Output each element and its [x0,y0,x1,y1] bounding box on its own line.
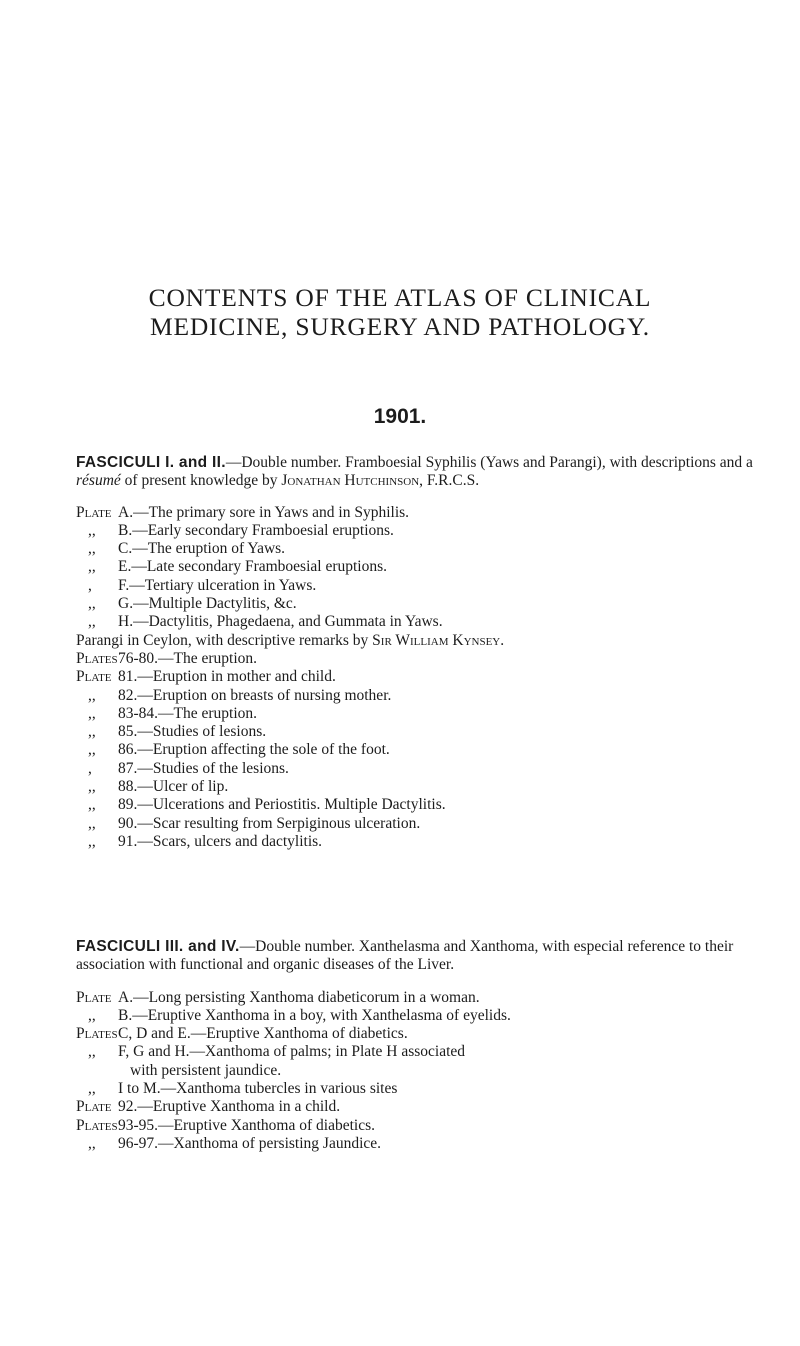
item-text: 92.—Eruptive Xanthoma in a child. [118,1098,341,1116]
list-item [76,1007,766,1025]
item-lead: ,, [88,558,96,576]
list-item [76,522,766,540]
fasciculi-intro: —Double number. Framboesial Syphilis (Yaws and Parangi), with descriptions and a [225,454,753,471]
fasciculi-1-2-section [76,454,766,851]
list-item [76,1043,766,1061]
list-item [76,540,766,558]
item-text: B.—Eruptive Xanthoma in a boy, with Xanthelasma of eyelids. [118,1006,511,1024]
item-text: F, G and H.—Xanthoma of palms; in Plate H associated [118,1043,466,1061]
list-item [76,595,766,613]
list-item [76,1117,766,1135]
item-lead: ,, [88,595,96,613]
page-title [0,283,800,341]
list-item-continuation [76,1062,766,1080]
note-author: Sir William Kynsey [372,631,501,649]
item-text: I to M.—Xanthoma tubercles in various sites [118,1080,398,1098]
item-lead: ,, [88,832,96,850]
list-item [76,833,766,851]
year-heading: 1901. [373,405,427,428]
list-item [76,577,766,595]
list-item [76,705,766,723]
item-lead: Plates [76,1025,118,1043]
list-item [76,989,766,1007]
list-item [76,1135,766,1153]
list-item [76,815,766,833]
item-text: 90.—Scar resulting from Serpiginous ulceration. [118,814,421,832]
item-text: 82.—Eruption on breasts of nursing mother. [118,686,392,704]
item-text: 96-97.—Xanthoma of persisting Jaundice. [118,1134,382,1152]
item-lead: ,, [88,796,96,814]
plate-list-3 [76,989,766,1154]
item-text: 86.—Eruption affecting the sole of the foot. [118,741,390,759]
item-lead: , [88,759,92,777]
list-item [76,1098,766,1116]
item-lead: ,, [88,1080,96,1098]
item-text: 76-80.—The eruption. [118,649,258,667]
item-text: with persistent jaundice. [130,1061,282,1079]
item-text: A.—The primary sore in Yaws and in Syphilis. [118,503,410,521]
item-text: B.—Early secondary Framboesial eruptions. [118,521,394,539]
list-item [76,796,766,814]
item-text: F.—Tertiary ulceration in Yaws. [118,576,317,594]
item-text: 91.—Scars, ulcers and dactylitis. [118,832,323,850]
resume-word: résumé [76,472,121,490]
item-lead: ,, [88,723,96,741]
item-text: C.—The eruption of Yaws. [118,540,286,558]
list-item [76,741,766,759]
item-lead: ,, [88,814,96,832]
list-item [76,650,766,668]
note-end: . [500,631,505,649]
item-lead: ,, [88,521,96,539]
plate-list-2 [76,650,766,851]
list-item [76,613,766,631]
item-text: 88.—Ulcer of lip. [118,778,229,796]
item-lead: Plate [76,668,112,686]
item-lead: , [88,576,92,594]
list-item [76,668,766,686]
list-item [76,558,766,576]
item-lead: ,, [88,1134,96,1152]
author-name: Jonathan Hutchinson [281,472,420,490]
item-lead: ,, [88,778,96,796]
item-text: G.—Multiple Dactylitis, &c. [118,595,297,613]
item-text: E.—Late secondary Framboesial eruptions. [118,558,388,576]
item-lead: ,, [88,1006,96,1024]
item-text: 81.—Eruption in mother and child. [118,668,336,686]
fasciculi-label: FASCICULI III. and IV. [76,938,240,955]
fasciculi-intro-b: of present knowledge by [120,472,282,490]
item-lead: Plate [76,503,112,521]
item-lead: Plate [76,1098,112,1116]
item-text: 85.—Studies of lesions. [118,723,267,741]
list-item [76,778,766,796]
item-lead: Plates [76,649,118,667]
item-text: C, D and E.—Eruptive Xanthoma of diabetics. [118,1025,408,1043]
fasciculi-label: FASCICULI I. and II. [76,454,226,471]
fasciculi-1-2-heading [76,454,766,491]
item-text: 87.—Studies of the lesions. [118,759,289,777]
item-lead: ,, [88,704,96,722]
fasciculi-intro: —Double number. Xanthelasma and Xanthoma, with especial reference to their association with functional and organic diseases of the Liver. [76,938,734,974]
item-text: 83-84.—The eruption. [118,704,258,722]
note-text: Parangi in Ceylon, with descriptive remarks by [76,631,373,649]
item-lead: Plates [76,1116,118,1134]
item-lead: Plate [76,988,112,1006]
list-item [76,504,766,522]
author-suffix: , F.R.C.S. [419,472,480,490]
item-lead: ,, [88,686,96,704]
list-item [76,723,766,741]
item-lead: ,, [88,540,96,558]
list-item [76,1080,766,1098]
item-text: 89.—Ulcerations and Periostitis. Multiple Dactylitis. [118,796,446,814]
list-item [76,687,766,705]
list-item [76,760,766,778]
plate-list [76,504,766,632]
fasciculi-3-4-heading [76,938,766,975]
fasciculi-3-4-section [76,938,766,1153]
title-line-2: MEDICINE, SURGERY AND PATHOLOGY. [149,312,650,341]
list-item [76,1025,766,1043]
item-text: H.—Dactylitis, Phagedaena, and Gummata in Yaws. [118,613,443,631]
item-text: 93-95.—Eruptive Xanthoma of diabetics. [118,1116,375,1134]
item-lead: ,, [88,1043,96,1061]
item-lead: ,, [88,741,96,759]
item-text: A.—Long persisting Xanthoma diabeticorum in a woman. [118,988,480,1006]
item-lead: ,, [88,613,96,631]
title-line-1: CONTENTS OF THE ATLAS OF CLINICAL [148,283,652,312]
parangi-note [76,632,766,650]
